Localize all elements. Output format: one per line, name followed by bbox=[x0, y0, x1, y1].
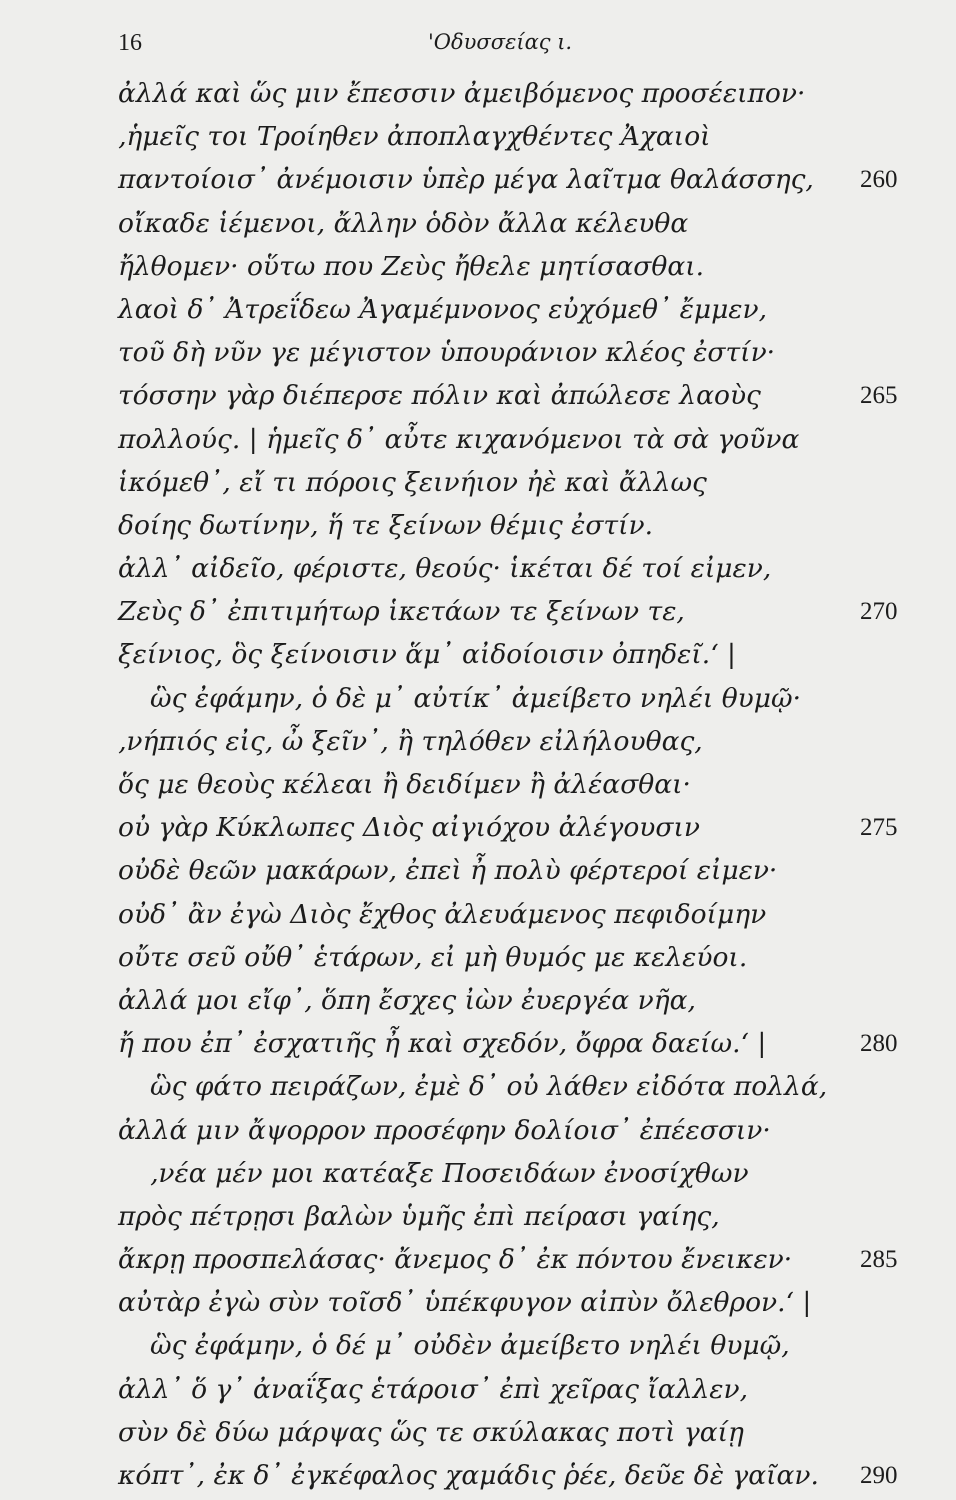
verse-line bbox=[118, 1238, 898, 1281]
line-number: 270 bbox=[860, 598, 898, 626]
verse-line bbox=[118, 461, 898, 504]
line-number: 260 bbox=[860, 166, 898, 194]
verse-text-line: Ζεὺς δ᾽ ἐπιτιμήτωρ ἱκετάων τε ξείνων τε, bbox=[118, 596, 685, 628]
verse-text-line: ‚νήπιός εἰς, ὦ ξεῖν᾽, ἢ τηλόθεν εἰλήλουθας, bbox=[118, 725, 703, 757]
verse-text-line: οὐδὲ θεῶν μακάρων, ἐπεὶ ἦ πολὺ φέρτεροί εἰμεν· bbox=[118, 855, 778, 887]
verse-line bbox=[118, 202, 898, 245]
verse-text-line: ἀλλά μοι εἴφ᾽, ὅπη ἔσχες ἰὼν ἐυεργέα νῆα, bbox=[118, 984, 696, 1016]
verse-text-line: ξείνιος, ὃς ξείνοισιν ἅμ᾽ αἰδοίοισιν ὀπηδεῖ.‘ | bbox=[118, 639, 736, 671]
verse-text-line: ἀλλ᾽ αἰδεῖο, φέριστε, θεούς· ἱκέται δέ τοί εἰμεν, bbox=[118, 553, 772, 585]
verse-line bbox=[118, 720, 898, 763]
verse-text-line: κόπτ᾽, ἐκ δ᾽ ἐγκέφαλος χαμάδις ῥέε, δεῦε δὲ γαῖαν. bbox=[118, 1460, 819, 1491]
verse-text-line: τόσσην γὰρ διέπερσε πόλιν καὶ ἀπώλεσε λαοὺς bbox=[118, 380, 761, 412]
verse-line bbox=[118, 1022, 898, 1065]
verse-text-line: δοίης δωτίνην, ἥ τε ξείνων θέμις ἐστίν. bbox=[118, 509, 654, 541]
verse-text-line: σὺν δὲ δύω μάρψας ὥς τε σκύλακας ποτὶ γαίῃ bbox=[118, 1416, 744, 1448]
running-title: 'Οδυσσείας ι. bbox=[428, 30, 573, 54]
verse-line bbox=[118, 547, 898, 590]
verse-text-line: ‚ἡμεῖς τοι Τροίηθεν ἀποπλαγχθέντες Ἀχαιοὶ bbox=[118, 121, 711, 153]
verse-text-line: ὣς φάτο πειράζων, ἐμὲ δ᾽ οὐ λάθεν εἰδότα πολλά, bbox=[150, 1071, 828, 1103]
verse-line bbox=[118, 806, 898, 849]
verse-text bbox=[118, 72, 898, 1497]
verse-text-line: οὐ γὰρ Κύκλωπες Διὸς αἰγιόχου ἀλέγουσιν bbox=[118, 812, 700, 844]
verse-line bbox=[118, 590, 898, 633]
verse-text-line: ‚νέα μέν μοι κατέαξε Ποσειδάων ἐνοσίχθων bbox=[150, 1157, 749, 1189]
verse-text-line: ἤ που ἐπ᾽ ἐσχατιῆς ἦ καὶ σχεδόν, ὄφρα δαείω.‘ | bbox=[118, 1028, 767, 1060]
verse-line bbox=[118, 936, 898, 979]
verse-line bbox=[118, 374, 898, 417]
verse-text-line: οἴκαδε ἱέμενοι, ἄλλην ὁδὸν ἄλλα κέλευθα bbox=[118, 207, 689, 239]
verse-line bbox=[118, 763, 898, 806]
verse-text-line: ὣς ἐφάμην, ὁ δὲ μ᾽ αὐτίκ᾽ ἀμείβετο νηλέι θυμῷ· bbox=[150, 682, 802, 714]
verse-line bbox=[118, 158, 898, 201]
verse-text-line: παντοίοισ᾽ ἀνέμοισιν ὑπὲρ μέγα λαῖτμα θαλάσσης, bbox=[118, 164, 814, 196]
verse-text-line: τοῦ δὴ νῦν γε μέγιστον ὑπουράνιον κλέος ἐστίν· bbox=[118, 337, 776, 369]
line-number: 285 bbox=[860, 1246, 898, 1274]
verse-line bbox=[118, 245, 898, 288]
verse-line bbox=[118, 1324, 898, 1367]
verse-text-line: ὣς ἐφάμην, ὁ δέ μ᾽ οὐδὲν ἀμείβετο νηλέι θυμῷ, bbox=[150, 1330, 790, 1362]
verse-line bbox=[118, 633, 898, 676]
verse-text-line: ἄκρῃ προσπελάσας· ἄνεμος δ᾽ ἐκ πόντου ἔνεικεν· bbox=[118, 1244, 793, 1276]
verse-line bbox=[118, 1109, 898, 1152]
verse-line bbox=[118, 1065, 898, 1108]
verse-text-line: ἱκόμεθ᾽, εἴ τι πόροις ξεινήιον ἠὲ καὶ ἄλλως bbox=[118, 466, 707, 498]
verse-text-line: οὔτε σεῦ οὔθ᾽ ἑτάρων, εἰ μὴ θυμός με κελεύοι. bbox=[118, 941, 748, 973]
line-number: 290 bbox=[860, 1462, 898, 1489]
verse-line bbox=[118, 1411, 898, 1454]
verse-line bbox=[118, 893, 898, 936]
verse-line bbox=[118, 1195, 898, 1238]
verse-text-line: ἀλλά καὶ ὥς μιν ἔπεσσιν ἀμειβόμενος προσέειπον· bbox=[118, 78, 806, 109]
verse-text-line: αὐτὰρ ἐγὼ σὺν τοῖσδ᾽ ὑπέκφυγον αἰπὺν ὄλεθρον.‘ | bbox=[118, 1287, 812, 1319]
verse-text-line: πρὸς πέτρῃσι βαλὼν ὑμῆς ἐπὶ πείρασι γαίης, bbox=[118, 1200, 720, 1232]
verse-text-line: ἤλθομεν· οὕτω που Ζεὺς ἤθελε μητίσασθαι. bbox=[118, 250, 705, 282]
verse-text-line: ἀλλά μιν ἄψορρον προσέφην δολίοισ᾽ ἐπέεσσιν· bbox=[118, 1114, 771, 1146]
page-number: 16 bbox=[118, 30, 142, 56]
verse-line bbox=[118, 1281, 898, 1324]
verse-line bbox=[118, 849, 898, 892]
verse-line bbox=[118, 504, 898, 547]
verse-line bbox=[118, 979, 898, 1022]
verse-text-line: πολλούς. | ἡμεῖς δ᾽ αὖτε κιχανόμενοι τὰ σὰ γοῦνα bbox=[118, 423, 800, 455]
verse-line bbox=[118, 115, 898, 158]
verse-line bbox=[118, 1368, 898, 1411]
verse-line bbox=[118, 288, 898, 331]
verse-line bbox=[118, 1152, 898, 1195]
verse-line bbox=[118, 72, 898, 115]
line-number: 280 bbox=[860, 1030, 898, 1058]
verse-text-line: ὅς με θεοὺς κέλεαι ἢ δειδίμεν ἢ ἀλέασθαι· bbox=[118, 769, 691, 800]
line-number: 275 bbox=[860, 814, 898, 842]
line-number: 265 bbox=[860, 382, 898, 410]
verse-line bbox=[118, 677, 898, 720]
page-header bbox=[118, 30, 878, 70]
verse-text-line: λαοὶ δ᾽ Ἀτρεΐδεω Ἀγαμέμνονος εὐχόμεθ᾽ ἔμμεν, bbox=[118, 293, 768, 325]
verse-line bbox=[118, 331, 898, 374]
verse-text-line: οὐδ᾽ ἂν ἐγὼ Διὸς ἔχθος ἀλευάμενος πεφιδοίμην bbox=[118, 898, 767, 930]
verse-text-line: ἀλλ᾽ ὅ γ᾽ ἀναΐξας ἑτάροισ᾽ ἐπὶ χεῖρας ἴαλλεν, bbox=[118, 1373, 749, 1405]
verse-line bbox=[118, 418, 898, 461]
verse-line bbox=[118, 1454, 898, 1497]
